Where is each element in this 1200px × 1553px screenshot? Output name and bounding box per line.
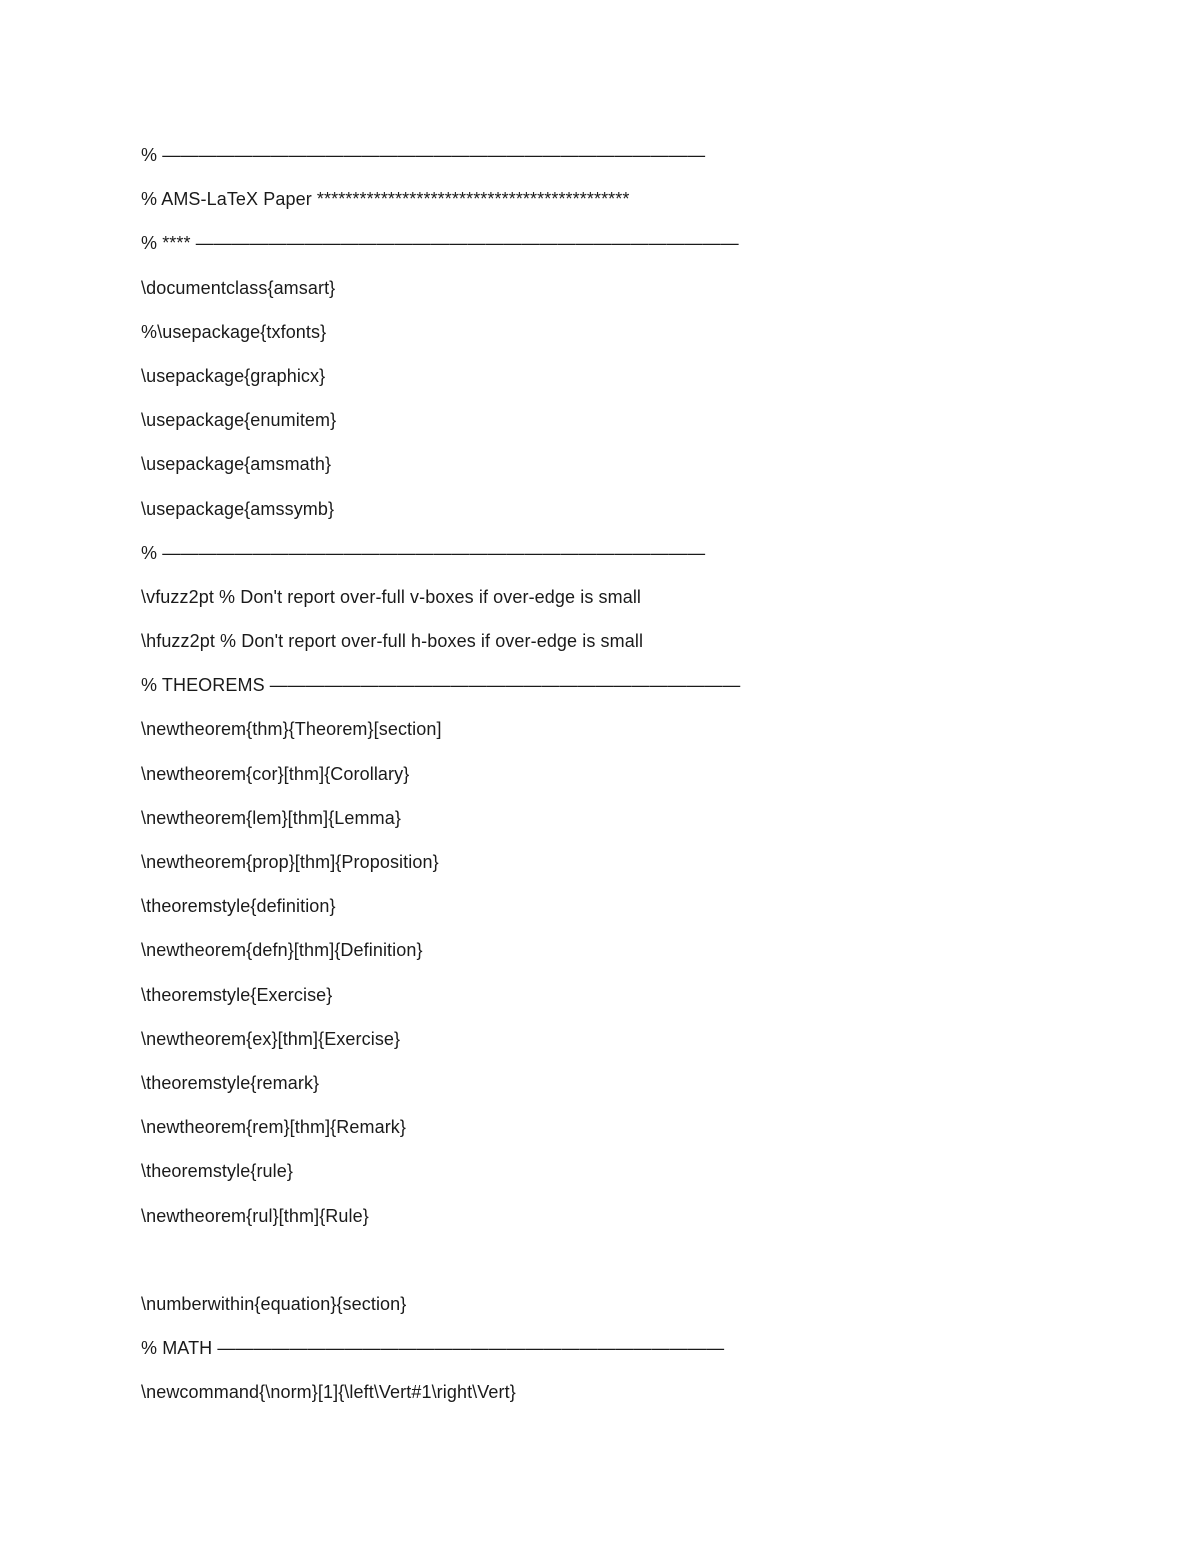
code-line-theoremstyle-remark: \theoremstyle{remark} bbox=[141, 1072, 320, 1093]
code-line-theoremstyle-exercise: \theoremstyle{Exercise} bbox=[141, 984, 333, 1005]
code-line-newtheorem-thm: \newtheorem{thm}{Theorem}[section] bbox=[141, 719, 442, 740]
code-line-usepackage-amssymb: \usepackage{amssymb} bbox=[141, 498, 335, 519]
code-line-theoremstyle-definition: \theoremstyle{definition} bbox=[141, 896, 336, 917]
comment-rule-line: % **** —————————————————————————————— bbox=[141, 233, 739, 254]
code-line-vfuzz: \vfuzz2pt % Don't report over-full v-boxes if over-edge is small bbox=[141, 586, 642, 607]
blank-line bbox=[141, 1245, 1141, 1289]
code-line-usepackage-amsmath: \usepackage{amsmath} bbox=[141, 454, 332, 475]
code-line-newtheorem-rem: \newtheorem{rem}[thm]{Remark} bbox=[141, 1117, 407, 1138]
code-line-hfuzz: \hfuzz2pt % Don't report over-full h-boxes if over-edge is small bbox=[141, 631, 644, 652]
code-line-theoremstyle-rule: \theoremstyle{rule} bbox=[141, 1161, 293, 1182]
code-line-newtheorem-lem: \newtheorem{lem}[thm]{Lemma} bbox=[141, 807, 401, 828]
document-body bbox=[141, 140, 1141, 1421]
code-line-newtheorem-rul: \newtheorem{rul}[thm]{Rule} bbox=[141, 1205, 369, 1226]
comment-title-line: % AMS-LaTeX Paper ******************************************** bbox=[141, 189, 630, 210]
code-line-usepackage-graphicx: \usepackage{graphicx} bbox=[141, 365, 326, 386]
code-line-documentclass: \documentclass{amsart} bbox=[141, 277, 336, 298]
code-line-newtheorem-ex: \newtheorem{ex}[thm]{Exercise} bbox=[141, 1028, 401, 1049]
comment-rule-line: % —————————————————————————————— bbox=[141, 542, 706, 563]
code-line-newtheorem-prop: \newtheorem{prop}[thm]{Proposition} bbox=[141, 852, 439, 872]
code-line-usepackage-txfonts: %\usepackage{txfonts} bbox=[141, 321, 327, 342]
code-line-newtheorem-cor: \newtheorem{cor}[thm]{Corollary} bbox=[141, 763, 410, 784]
comment-rule-line: % —————————————————————————————— bbox=[141, 145, 706, 165]
comment-theorems-heading: % THEOREMS —————————————————————————— bbox=[141, 675, 741, 696]
code-line-newtheorem-defn: \newtheorem{defn}[thm]{Definition} bbox=[141, 940, 423, 961]
code-line-newcommand-norm: \newcommand{\norm}[1]{\left\Vert#1\right\Vert} bbox=[141, 1382, 516, 1403]
code-line-numberwithin: \numberwithin{equation}{section} bbox=[141, 1293, 407, 1314]
comment-math-heading: % MATH ———————————————————————————— bbox=[141, 1338, 725, 1359]
code-line-usepackage-enumitem: \usepackage{enumitem} bbox=[141, 410, 337, 431]
